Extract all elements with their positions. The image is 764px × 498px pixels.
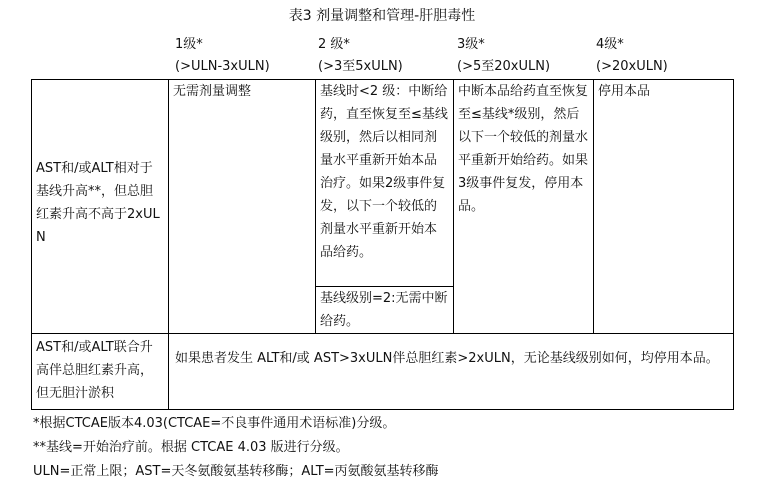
row1-condition-cell: AST和/或ALT相对于基线升高**，但总胆红素升高不高于2xULN — [36, 161, 160, 245]
row1-grade1-cell: 无需剂量调整 — [173, 84, 252, 99]
footnote-baseline: **基线=开始治疗前。根据 CTCAE 4.03 版进行分级。 — [33, 440, 349, 455]
header-grade-4-label: 4级* — [596, 37, 624, 52]
row2-condition-cell: AST和/或ALT联合升高伴总胆红素升高，但无胆汁淤积 — [36, 340, 154, 401]
header-grade-2-range: (>3至5xULN) — [318, 59, 403, 74]
table-right-border — [733, 79, 734, 410]
header-grade-1 — [175, 34, 270, 78]
header-grade-2 — [318, 34, 403, 78]
header-grade-3-label: 3级* — [457, 37, 485, 52]
table-bottom-border — [31, 409, 734, 410]
row1-grade4-cell: 停用本品 — [598, 84, 651, 99]
header-grade-3-range: (>5至20xULN) — [457, 59, 551, 74]
header-grade-4-range: (>20xULN) — [596, 59, 668, 74]
row1-grade3-cell: 中断本品给药直至恢复至≤基线*级别，然后以下一个较低的剂量水平重新开始给药。如果3级事件复发，停用本品。 — [458, 84, 589, 214]
header-grade-3 — [457, 34, 550, 78]
row1-grade2-cell: 基线时<2 级：中断给药，直至恢复至≤基线级别，然后以相同剂量水平重新开始本品治疗。如果2级事件复发，以下一个较低的剂量水平重新开始本品给药。 — [320, 84, 448, 260]
header-grade-2-label: 2 级* — [318, 37, 350, 52]
header-grade-4 — [596, 34, 668, 78]
row-divider — [31, 333, 734, 334]
row1-grade2-subcell: 基线级别=2:无需中断给药。 — [320, 291, 448, 329]
header-grade-1-range: (>ULN-3xULN) — [175, 59, 270, 74]
footnote-abbreviations: ULN=正常上限；AST=天冬氨酸氨基转移酶；ALT=丙氨酸氨基转移酶 — [33, 464, 439, 479]
row2-action-cell: 如果患者发生 ALT和/或 AST>3xULN伴总胆红素>2xULN，无论基线级别如何，均停用本品。 — [175, 351, 719, 366]
header-grade-1-label: 1级* — [175, 37, 203, 52]
footnote-grading: *根据CTCAE版本4.03(CTCAE=不良事件通用术语标准)分级。 — [33, 416, 396, 431]
column-divider-4 — [593, 79, 594, 333]
table-title: 表3 剂量调整和管理-肝胆毒性 — [288, 8, 476, 24]
